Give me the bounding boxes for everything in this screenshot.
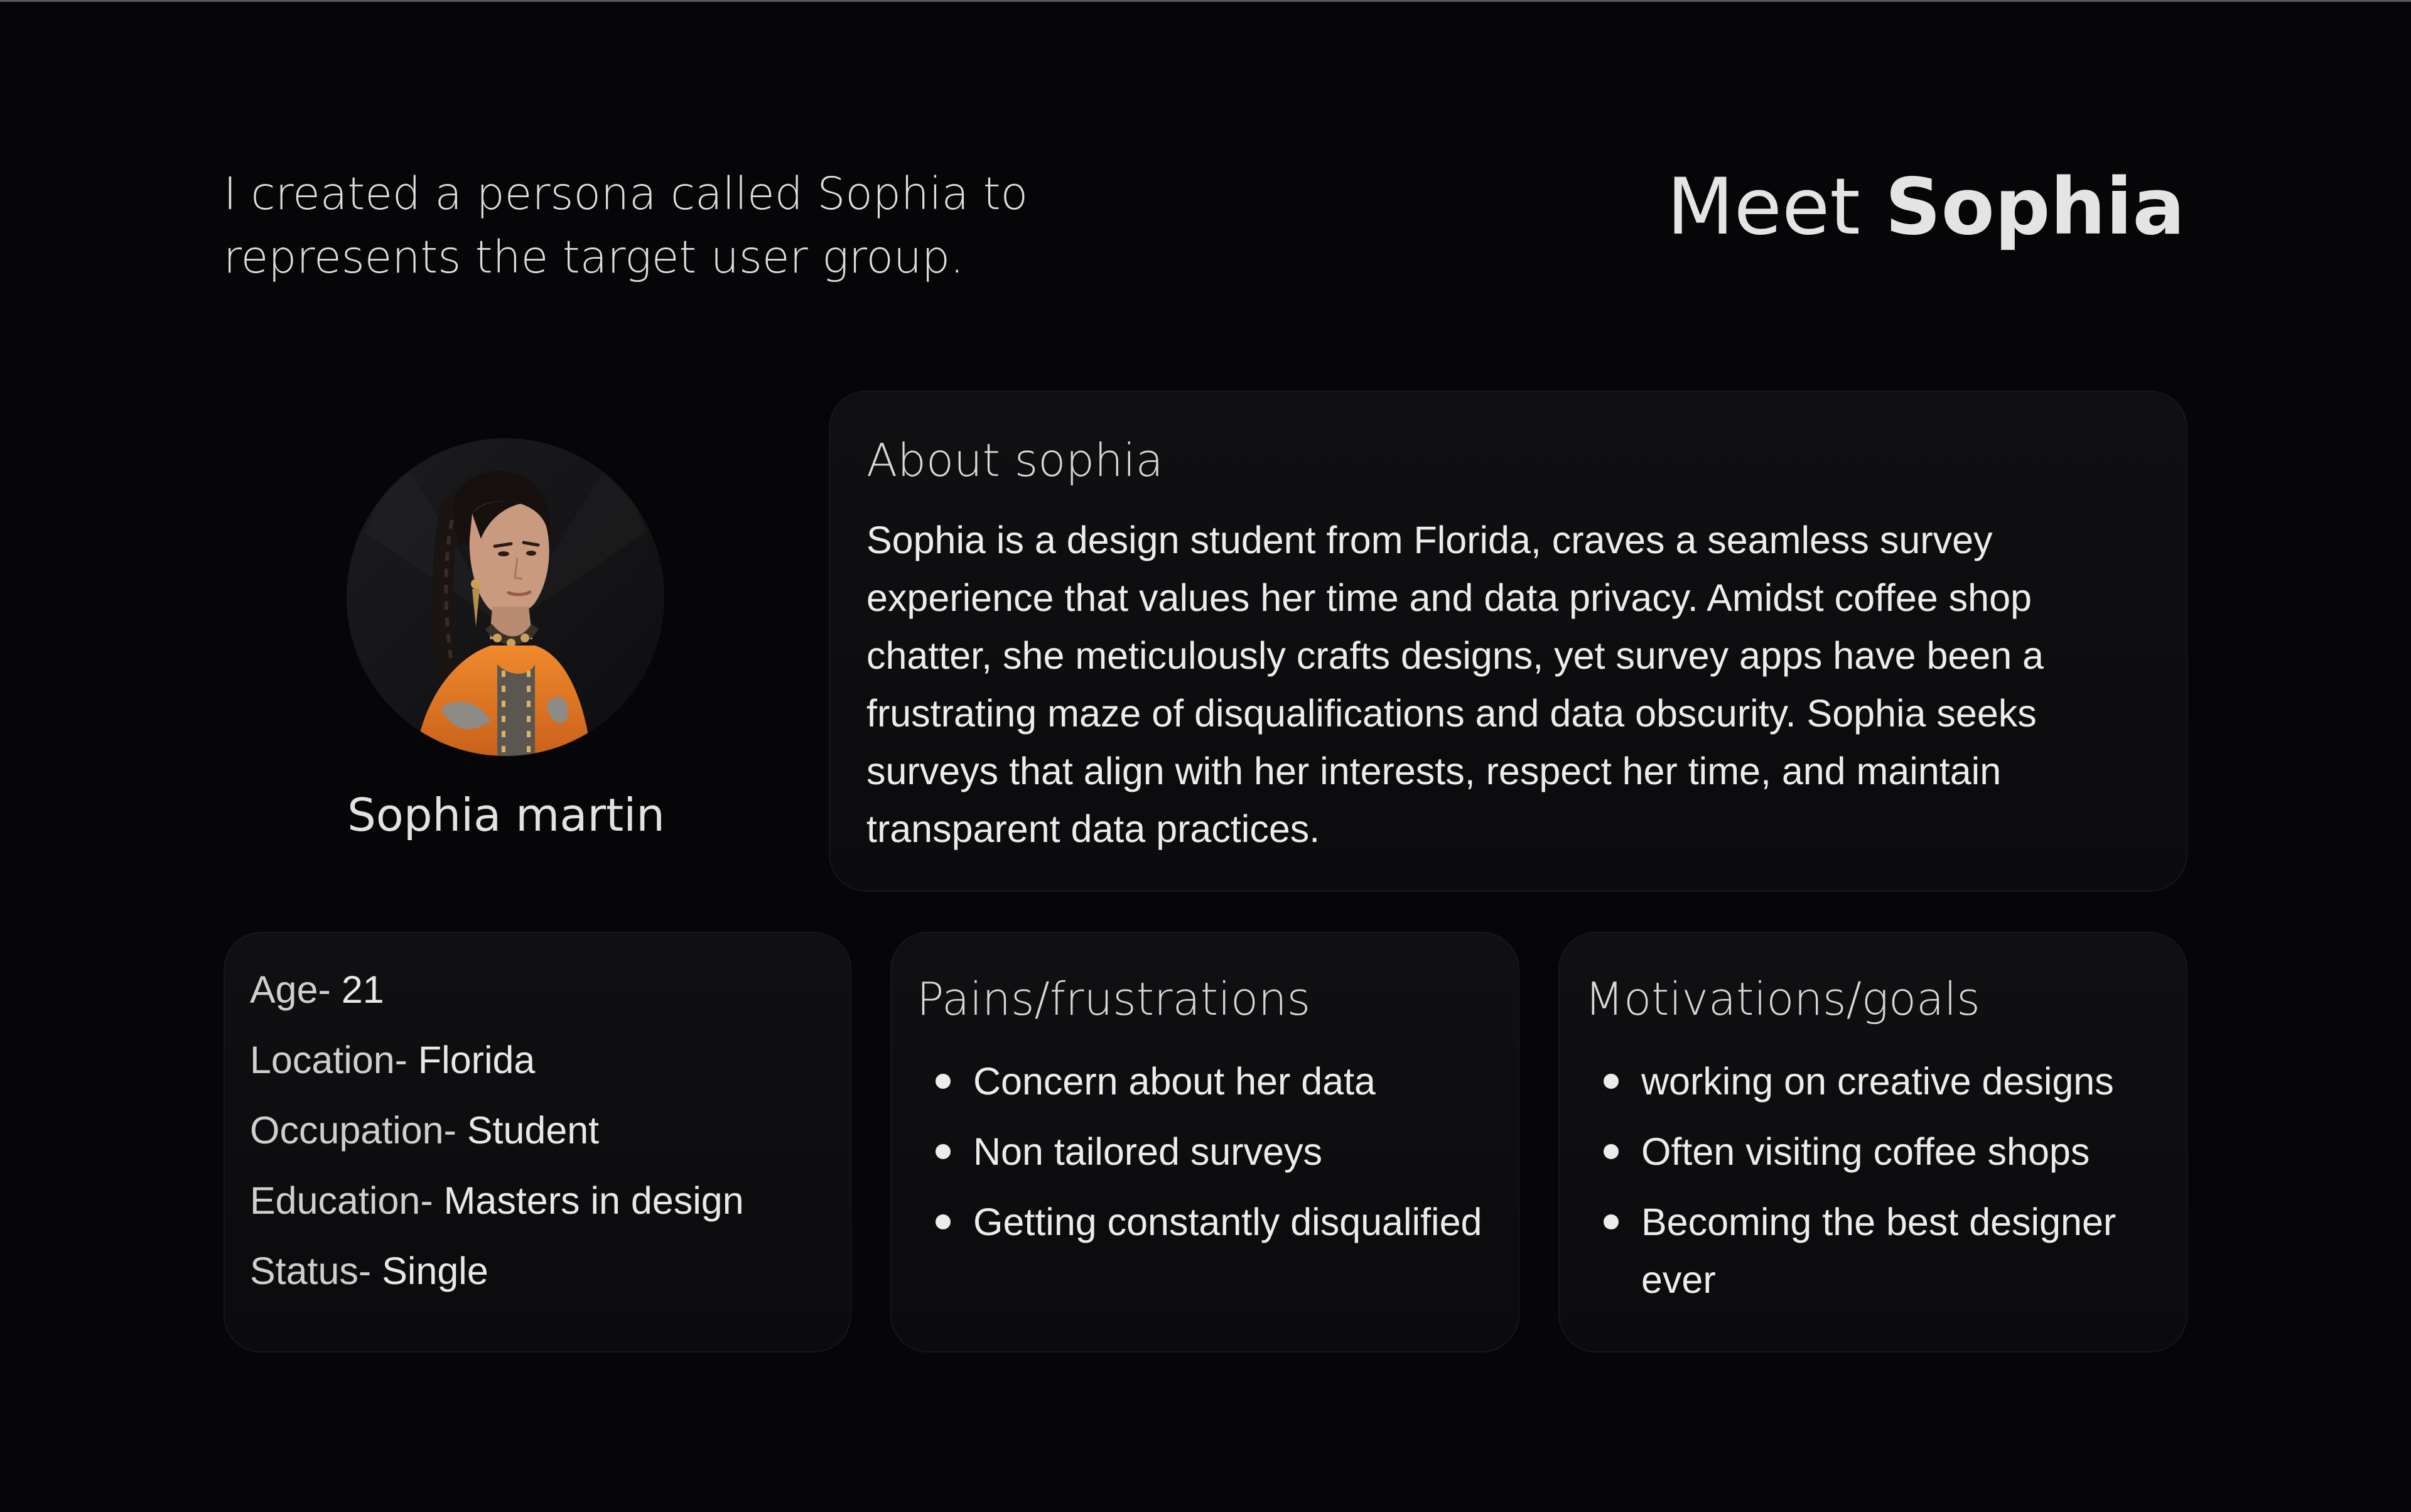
details-card bbox=[224, 932, 851, 1353]
list-item-text: working on creative designs bbox=[1641, 1060, 2114, 1103]
persona-portrait-icon bbox=[347, 438, 664, 756]
pains-card bbox=[890, 932, 1519, 1353]
motivations-list bbox=[1585, 1052, 2162, 1321]
motivations-card bbox=[1558, 932, 2187, 1353]
detail-education bbox=[250, 1170, 744, 1241]
detail-occupation bbox=[250, 1100, 744, 1170]
details-list bbox=[250, 959, 744, 1311]
list-item bbox=[1585, 1193, 2162, 1309]
detail-age bbox=[250, 959, 744, 1030]
list-item-text: Getting constantly disqualified bbox=[973, 1201, 1482, 1243]
list-item-text: Non tailored surveys bbox=[973, 1130, 1323, 1173]
about-text: Sophia is a design student from Florida, craves a seamless survey experience that values her time and data privacy. Amidst coffee shop chatter, she meticulously crafts designs, yet survey apps have been a frustrating maze of disqualifications and data obscurity. Sophia seeks surveys that align with her interests, respect her time, and maintain transparent data practices. bbox=[866, 519, 2044, 850]
list-item-text: Concern about her data bbox=[973, 1060, 1376, 1103]
detail-label: Age- bbox=[250, 968, 342, 1011]
motivations-title: Motivations/goals bbox=[1585, 973, 1980, 1025]
title-prefix: Meet bbox=[1666, 162, 1860, 252]
avatar bbox=[347, 438, 664, 756]
detail-value: Masters in design bbox=[443, 1179, 744, 1222]
list-item bbox=[917, 1193, 1494, 1251]
detail-label: Education- bbox=[250, 1179, 444, 1222]
bullet-icon bbox=[1604, 1214, 1619, 1229]
detail-label: Location- bbox=[250, 1039, 418, 1081]
page-title bbox=[1667, 160, 2185, 254]
about-title: About sophia bbox=[866, 434, 1163, 487]
detail-status bbox=[250, 1241, 744, 1311]
bullet-icon bbox=[1604, 1144, 1619, 1159]
detail-label: Status- bbox=[250, 1250, 382, 1292]
title-name: Sophia bbox=[1885, 162, 2185, 252]
bullet-icon bbox=[936, 1214, 951, 1229]
pains-list bbox=[917, 1052, 1494, 1263]
detail-value: Single bbox=[382, 1250, 488, 1292]
bullet-icon bbox=[1604, 1074, 1619, 1089]
list-item bbox=[1585, 1052, 2162, 1110]
detail-value: 21 bbox=[341, 968, 384, 1011]
detail-value: Florida bbox=[418, 1039, 536, 1081]
detail-location bbox=[250, 1030, 744, 1100]
detail-value: Student bbox=[467, 1109, 600, 1152]
list-item bbox=[917, 1123, 1494, 1180]
detail-label: Occupation- bbox=[250, 1109, 467, 1152]
bullet-icon bbox=[936, 1144, 951, 1159]
top-divider bbox=[0, 0, 2411, 2]
list-item bbox=[917, 1052, 1494, 1110]
list-item-text: Becoming the best designer ever bbox=[1641, 1201, 2117, 1301]
bullet-icon bbox=[936, 1074, 951, 1089]
intro-text: I created a persona called Sophia to represents the target user group. bbox=[224, 168, 1028, 283]
about-card bbox=[829, 391, 2187, 892]
persona-name: Sophia martin bbox=[347, 789, 665, 841]
list-item bbox=[1585, 1123, 2162, 1180]
list-item-text: Often visiting coffee shops bbox=[1641, 1130, 2090, 1173]
pains-title: Pains/frustrations bbox=[917, 973, 1311, 1025]
